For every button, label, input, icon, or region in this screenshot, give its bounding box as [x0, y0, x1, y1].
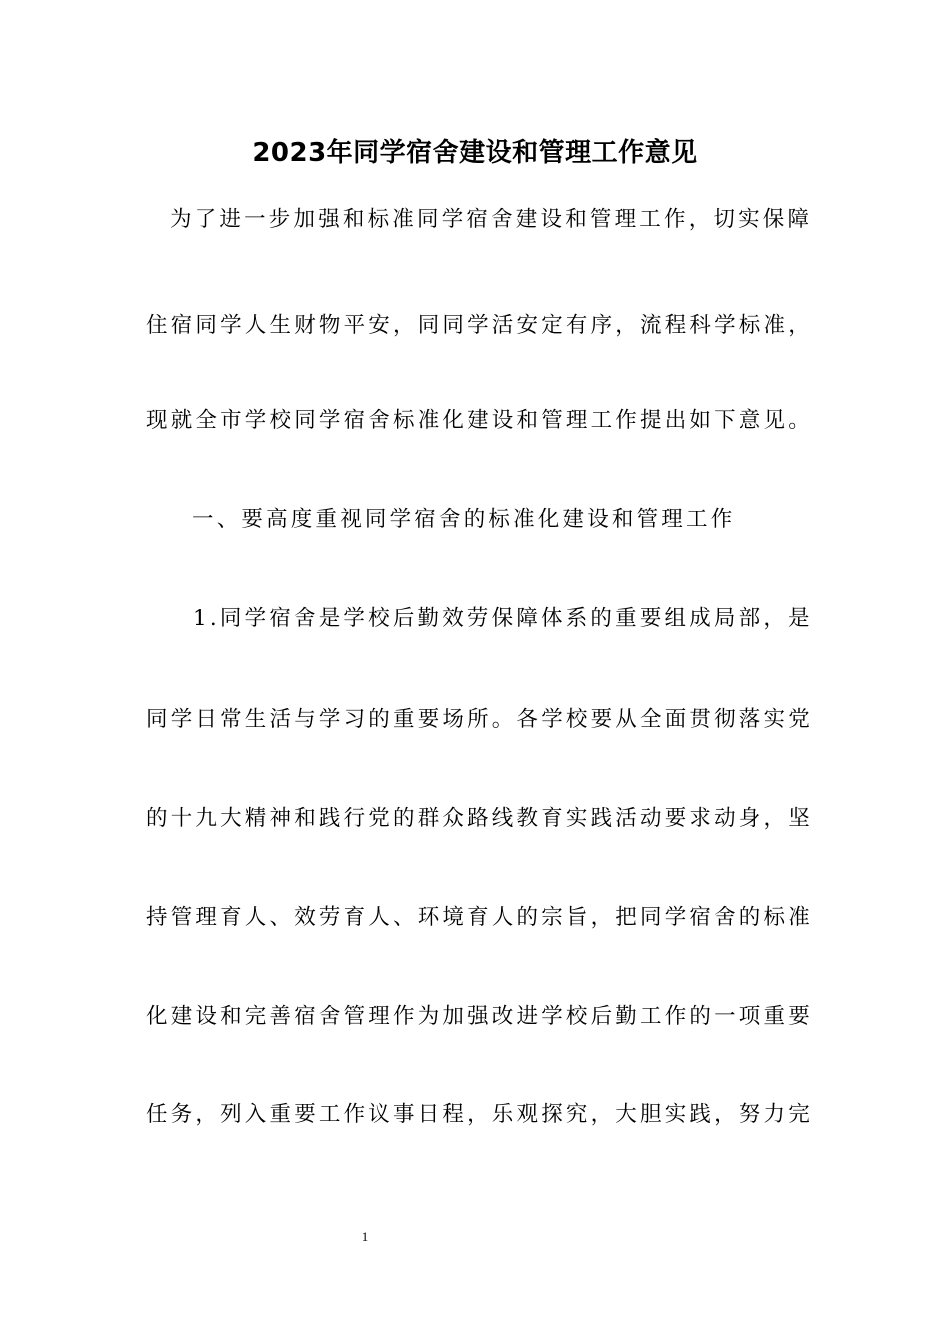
paragraph-line: 为了进一步加强和标准同学宿舍建设和管理工作，切实保障: [170, 207, 813, 232]
section-heading: 一、要高度重视同学宿舍的标准化建设和管理工作: [192, 507, 736, 532]
paragraph-line: 同学日常生活与学习的重要场所。各学校要从全面贯彻落实党: [146, 707, 813, 732]
document-title: 2023年同学宿舍建设和管理工作意见: [252, 138, 698, 168]
paragraph-line: 现就全市学校同学宿舍标准化建设和管理工作提出如下意见。: [146, 408, 813, 433]
paragraph-line: 的十九大精神和践行党的群众路线教育实践活动要求动身，坚: [146, 806, 813, 831]
paragraph-line: 住宿同学人生财物平安，同同学活安定有序，流程科学标准，: [146, 313, 813, 338]
paragraph-line: 持管理育人、效劳育人、环境育人的宗旨，把同学宿舍的标准: [146, 905, 813, 930]
paragraph-line: 化建设和完善宿舍管理作为加强改进学校后勤工作的一项重要: [146, 1004, 813, 1029]
page-number: 1: [361, 1229, 369, 1244]
paragraph-line: 1.同学宿舍是学校后勤效劳保障体系的重要组成局部，是: [193, 606, 813, 631]
paragraph-line: 任务，列入重要工作议事日程，乐观探究，大胆实践，努力完: [146, 1102, 813, 1127]
